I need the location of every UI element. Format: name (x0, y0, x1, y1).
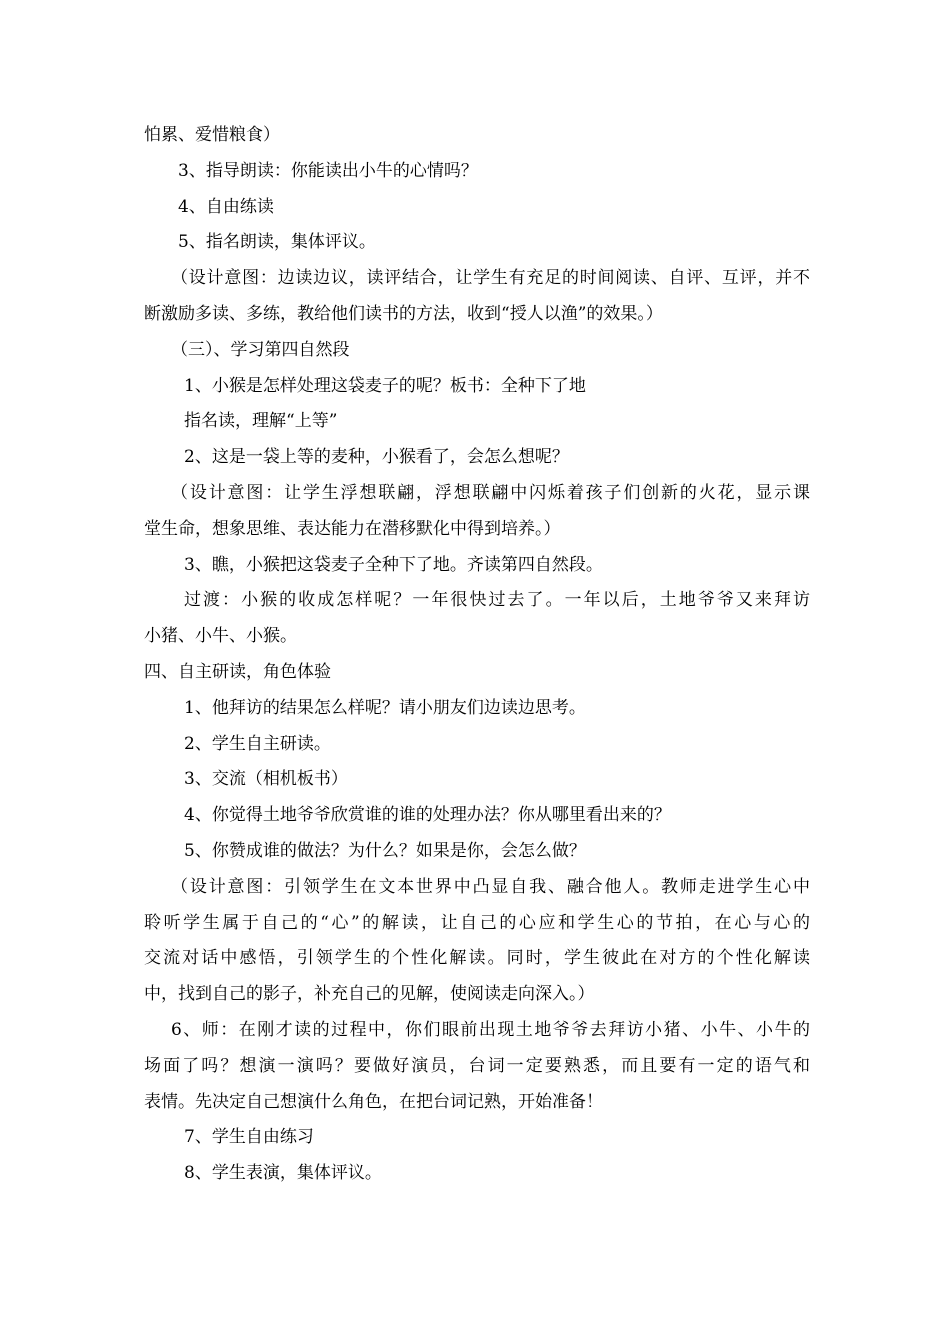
text-line: 8、学生表演，集体评议。 (184, 1163, 382, 1184)
text-line: （设计意图：让学生浮想联翩，浮想联翩中闪烁着孩子们创新的火花，显示课 (171, 482, 810, 503)
text-line: 3、指导朗读：你能读出小牛的心情吗？ (178, 160, 478, 181)
text-line: 过渡：小猴的收成怎样呢？一年很快过去了。一年以后，土地爷爷又来拜访 (184, 590, 810, 611)
text-line: 1、他拜访的结果怎么样呢？请小朋友们边读边思考。 (184, 697, 586, 718)
section-heading: （三）、学习第四自然段 (171, 339, 350, 360)
text-line: 小猪、小牛、小猴。 (144, 626, 297, 647)
text-line: 7、学生自由练习 (184, 1127, 314, 1148)
text-line: 6、师：在刚才读的过程中，你们眼前出现土地爷爷去拜访小猪、小牛、小牛的 (171, 1019, 810, 1040)
text-line: 2、这是一袋上等的麦种，小猴看了，会怎么想呢？ (184, 447, 569, 468)
text-line: 指名读，理解“上等” (184, 411, 338, 432)
text-line: 怕累、爱惜粮食） (144, 125, 280, 145)
section-heading: 四、自主研读，角色体验 (144, 661, 331, 682)
text-line: 断激励多读、多练，教给他们读书的方法，收到“授人以渔”的效果。） (144, 303, 663, 324)
text-line: 4、自由练读 (178, 196, 274, 217)
text-line: 1、小猴是怎样处理这袋麦子的呢？板书：全种下了地 (184, 375, 586, 396)
text-line: 聆听学生属于自己的“心”的解读，让自己的心应和学生心的节拍，在心与心的 (144, 912, 810, 933)
text-line: 3、交流（相机板书） (184, 769, 348, 790)
text-line: 场面了吗？想演一演吗？要做好演员，台词一定要熟悉，而且要有一定的语气和 (144, 1055, 810, 1076)
text-line: 交流对话中感悟，引领学生的个性化解读。同时，学生彼此在对方的个性化解读 (144, 948, 810, 969)
text-line: 4、你觉得土地爷爷欣赏谁的谁的处理办法？你从哪里看出来的？ (184, 805, 671, 826)
document-body (144, 118, 810, 1192)
text-line: 堂生命，想象思维、表达能力在潜移默化中得到培养。） (144, 518, 561, 539)
text-line: 3、瞧，小猴把这袋麦子全种下了地。齐读第四自然段。 (184, 554, 603, 575)
text-line: 5、你赞成谁的做法？为什么？如果是你，会怎么做？ (184, 840, 586, 861)
text-line: 中，找到自己的影子，补充自己的见解，使阅读走向深入。） (144, 984, 595, 1005)
text-line: 2、学生自主研读。 (184, 733, 331, 754)
text-line: （设计意图：引领学生在文本世界中凸显自我、融合他人。教师走进学生心中 (171, 876, 810, 897)
text-line: 5、指名朗读，集体评议。 (178, 232, 376, 253)
text-line: （设计意图：边读边议，读评结合，让学生有充足的时间阅读、自评、互评，并不 (171, 268, 810, 289)
text-line: 表情。先决定自己想演什么角色，在把台词记熟，开始准备！ (144, 1091, 603, 1112)
